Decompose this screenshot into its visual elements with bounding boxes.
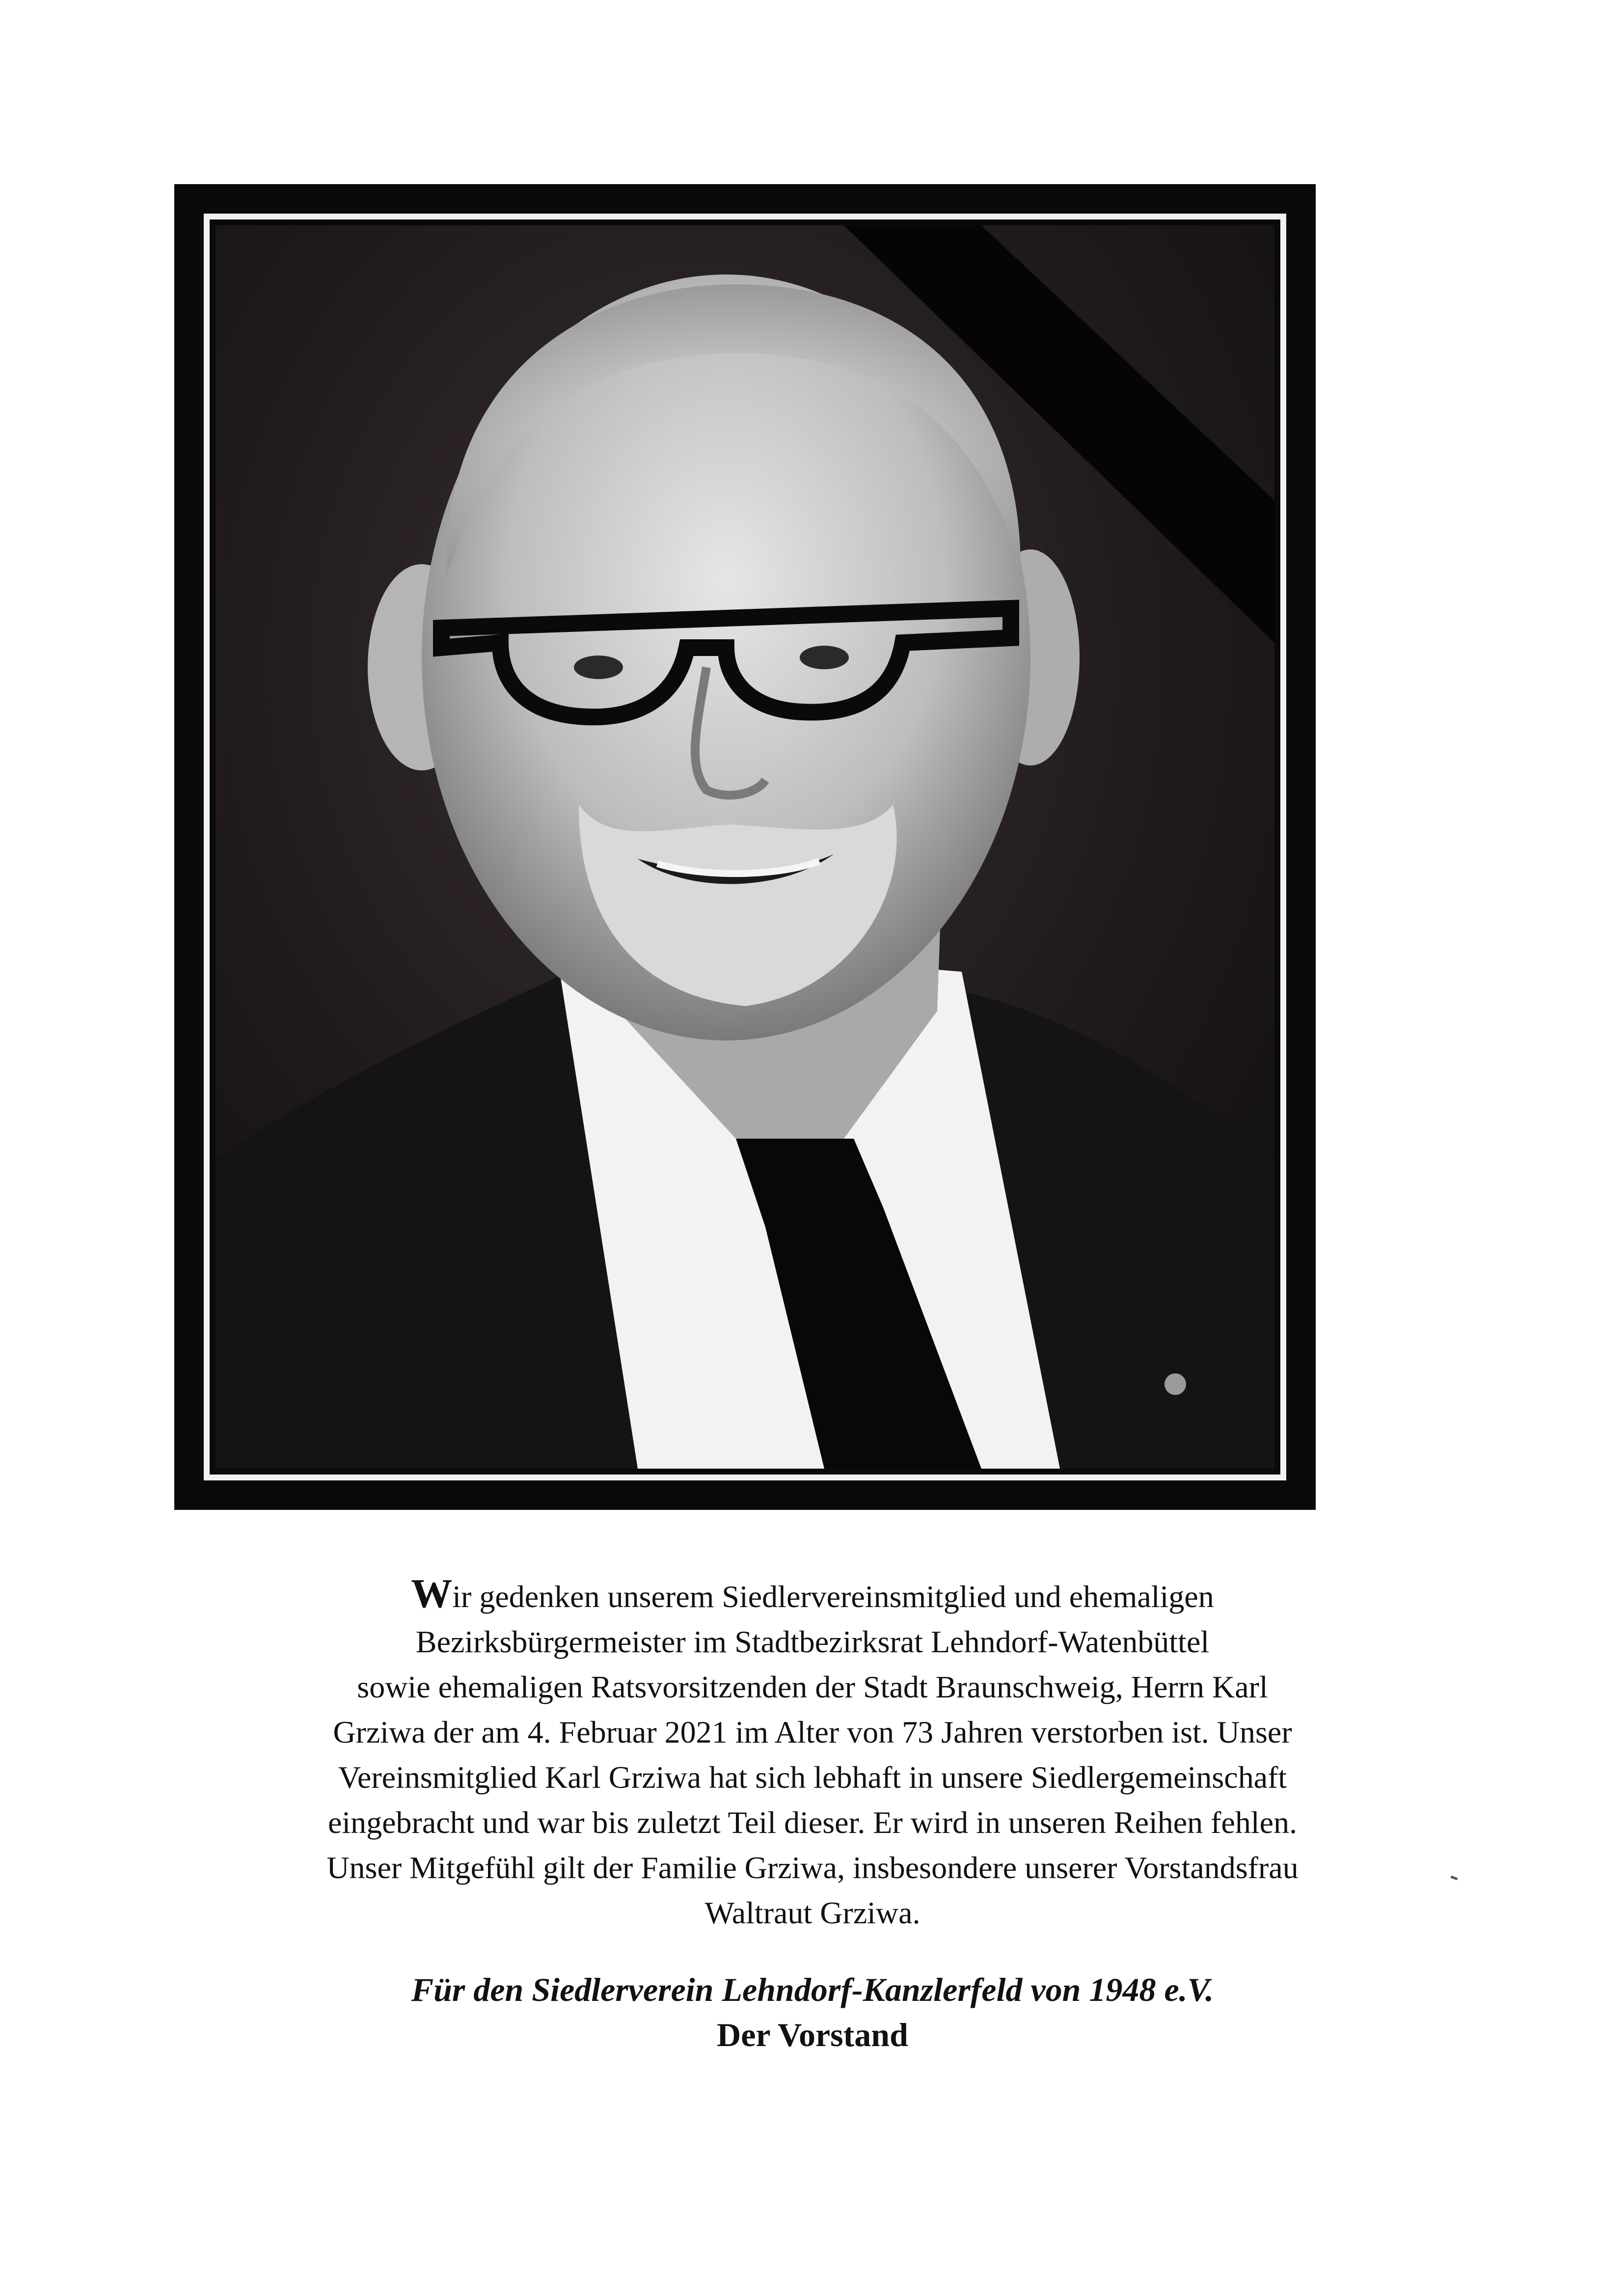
tribute-line: Unser Mitgefühl gilt der Familie Grziwa, insbesondere unserer Vorstandsfrau [326,1850,1299,1885]
organization-name: Für den Siedlerverein Lehndorf-Kanzlerfeld von 1948 e.V. [411,1971,1214,2008]
tribute-paragraph [162,1571,1463,1936]
tribute-line: Vereinsmitglied Karl Grziwa hat sich lebhaft in unsere Siedlergemeinschaft [338,1760,1287,1795]
mourning-frame [174,184,1316,1510]
tribute-line: Bezirksbürgermeister im Stadtbezirksrat Lehndorf-Watenbüttel [415,1624,1210,1659]
frame-inner-border [204,214,1286,1480]
tribute-line: Waltraut Grziwa. [704,1895,920,1930]
tribute-text-block [162,1571,1463,2057]
tribute-line: eingebracht und war bis zuletzt Teil dieser. Er wird in unseren Reihen fehlen. [327,1805,1298,1840]
board-signature: Der Vorstand [717,2016,908,2053]
tribute-line: Grziwa der am 4. Februar 2021 im Alter von 73 Jahren verstorben ist. Unser [333,1715,1292,1749]
dropcap-letter: W [411,1571,453,1616]
signature-block [162,1967,1463,2057]
tribute-line: Wir gedenken unserem Siedlervereinsmitglied und ehemaligen [411,1571,1214,1616]
tribute-line: sowie ehemaligen Ratsvorsitzenden der Stadt Braunschweig, Herrn Karl [357,1669,1268,1704]
